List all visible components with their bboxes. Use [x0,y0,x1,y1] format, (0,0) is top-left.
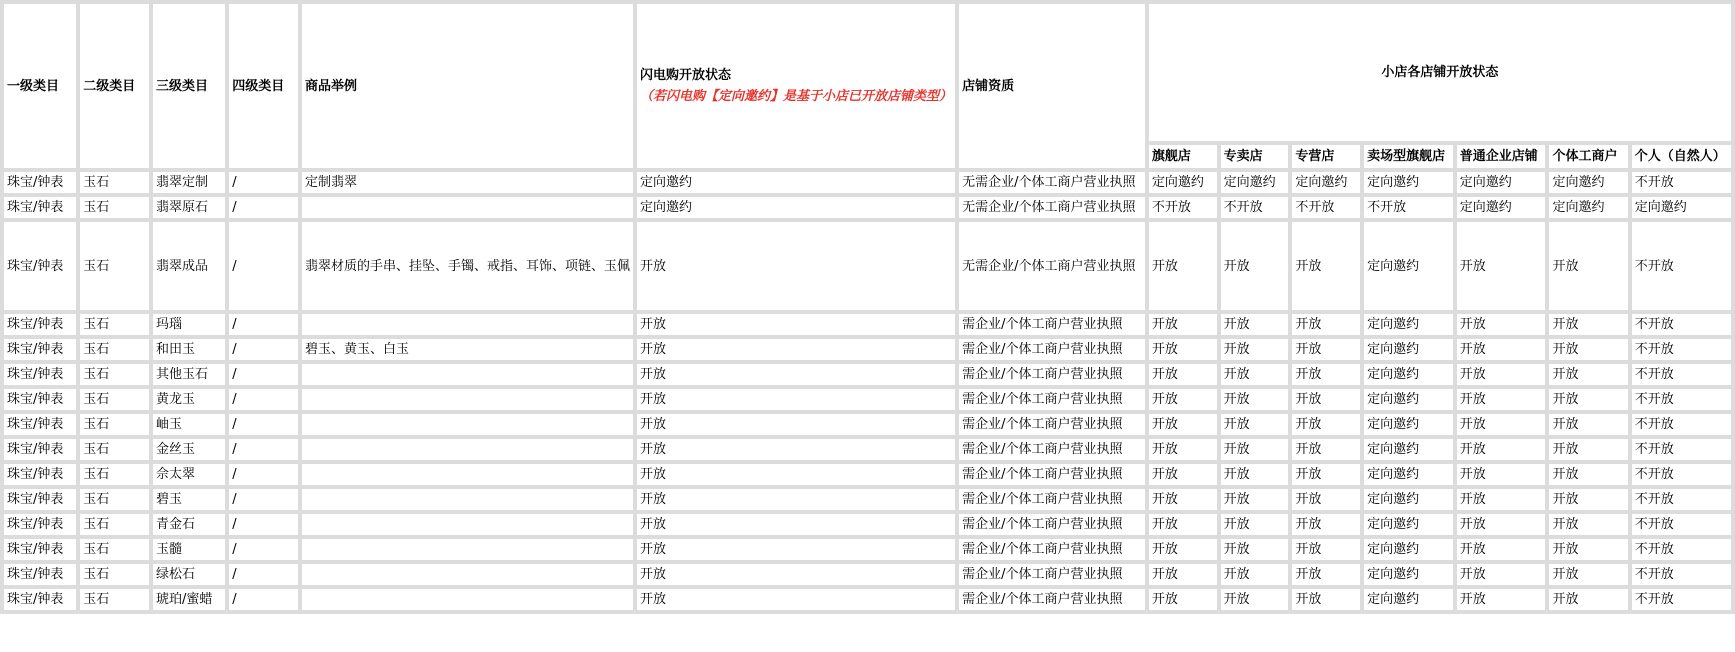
store-flagship-cell[interactable]: 开放 [1149,514,1217,535]
flash-status-cell[interactable]: 开放 [637,589,955,610]
level4-cell[interactable]: / [229,464,298,485]
example-cell[interactable] [302,589,633,610]
qualification-cell[interactable]: 无需企业/个体工商户营业执照 [959,197,1145,218]
store-flagship-cell[interactable]: 开放 [1149,539,1217,560]
qualification-cell[interactable]: 无需企业/个体工商户营业执照 [959,222,1145,310]
table-header [4,4,1731,168]
table-row [4,339,1731,360]
store-enterprise-cell[interactable]: 开放 [1457,564,1546,585]
flash-status-cell[interactable]: 开放 [637,489,955,510]
level3-cell[interactable]: 翡翠原石 [153,197,225,218]
level2-cell[interactable]: 玉石 [80,514,149,535]
store-individual-person-cell[interactable]: 不开放 [1632,464,1731,485]
store-specialty-cell[interactable]: 不开放 [1292,197,1360,218]
flash-status-cell[interactable]: 开放 [637,314,955,335]
example-cell[interactable] [302,414,633,435]
store-mall-flagship-cell[interactable]: 定向邀约 [1364,564,1453,585]
header-qualification[interactable]: 店铺资质 [959,4,1145,168]
store-specialty-cell[interactable]: 开放 [1292,589,1360,610]
store-exclusive-cell[interactable]: 定向邀约 [1221,172,1289,193]
level2-cell[interactable]: 玉石 [80,339,149,360]
level3-cell[interactable]: 翡翠成品 [153,222,225,310]
header-store-exclusive[interactable]: 专卖店 [1221,145,1289,168]
example-cell[interactable] [302,197,633,218]
header-level1[interactable]: 一级类目 [4,4,76,168]
store-individual-person-cell[interactable]: 不开放 [1632,564,1731,585]
qualification-cell[interactable]: 无需企业/个体工商户营业执照 [959,172,1145,193]
example-cell[interactable] [302,489,633,510]
store-specialty-cell[interactable]: 开放 [1292,439,1360,460]
level4-cell[interactable]: / [229,489,298,510]
header-example[interactable]: 商品举例 [302,4,633,168]
store-flagship-cell[interactable]: 开放 [1149,464,1217,485]
store-specialty-cell[interactable]: 开放 [1292,314,1360,335]
store-mall-flagship-cell[interactable]: 不开放 [1364,197,1453,218]
level3-cell[interactable]: 碧玉 [153,489,225,510]
level1-cell[interactable]: 珠宝/钟表 [4,222,76,310]
store-exclusive-cell[interactable]: 开放 [1221,364,1289,385]
example-cell[interactable] [302,389,633,410]
level1-cell[interactable]: 珠宝/钟表 [4,414,76,435]
store-enterprise-cell[interactable]: 开放 [1457,539,1546,560]
level1-cell[interactable]: 珠宝/钟表 [4,339,76,360]
store-individual-business-cell[interactable]: 开放 [1549,439,1627,460]
level4-cell[interactable]: / [229,389,298,410]
store-exclusive-cell[interactable]: 开放 [1221,314,1289,335]
level2-cell[interactable]: 玉石 [80,439,149,460]
store-flagship-cell[interactable]: 开放 [1149,564,1217,585]
store-mall-flagship-cell[interactable]: 定向邀约 [1364,539,1453,560]
table-row [4,172,1731,193]
level3-cell[interactable]: 翡翠定制 [153,172,225,193]
level1-cell[interactable]: 珠宝/钟表 [4,389,76,410]
store-exclusive-cell[interactable]: 开放 [1221,589,1289,610]
header-level2[interactable]: 二级类目 [80,4,149,168]
store-exclusive-cell[interactable]: 开放 [1221,489,1289,510]
store-individual-business-cell[interactable]: 开放 [1549,489,1627,510]
level1-cell[interactable]: 珠宝/钟表 [4,464,76,485]
qualification-cell[interactable]: 需企业/个体工商户营业执照 [959,339,1145,360]
store-exclusive-cell[interactable]: 不开放 [1221,197,1289,218]
store-enterprise-cell[interactable]: 定向邀约 [1457,197,1546,218]
store-individual-business-cell[interactable]: 开放 [1549,414,1627,435]
qualification-cell[interactable]: 需企业/个体工商户营业执照 [959,539,1145,560]
store-enterprise-cell[interactable]: 开放 [1457,514,1546,535]
store-mall-flagship-cell[interactable]: 定向邀约 [1364,414,1453,435]
store-specialty-cell[interactable]: 开放 [1292,364,1360,385]
store-enterprise-cell[interactable]: 开放 [1457,489,1546,510]
example-cell[interactable]: 翡翠材质的手串、挂坠、手镯、戒指、耳饰、项链、玉佩 [302,222,633,310]
store-mall-flagship-cell[interactable]: 定向邀约 [1364,589,1453,610]
table-row [4,439,1731,460]
store-flagship-cell[interactable]: 开放 [1149,414,1217,435]
level4-cell[interactable]: / [229,172,298,193]
header-level4[interactable]: 四级类目 [229,4,298,168]
store-flagship-cell[interactable]: 开放 [1149,439,1217,460]
store-flagship-cell[interactable]: 开放 [1149,314,1217,335]
level3-cell[interactable]: 玉髓 [153,539,225,560]
level3-cell[interactable]: 黄龙玉 [153,389,225,410]
store-exclusive-cell[interactable]: 开放 [1221,439,1289,460]
flash-status-cell[interactable]: 开放 [637,339,955,360]
store-flagship-cell[interactable]: 开放 [1149,339,1217,360]
store-individual-business-cell[interactable]: 开放 [1549,539,1627,560]
level4-cell[interactable]: / [229,414,298,435]
qualification-cell[interactable]: 需企业/个体工商户营业执照 [959,489,1145,510]
header-store-group[interactable]: 小店各店铺开放状态 [1149,4,1731,141]
flash-status-note: （若闪电购【定向邀约】是基于小店已开放店铺类型） [640,89,953,104]
flash-status-cell[interactable]: 开放 [637,364,955,385]
example-cell[interactable] [302,464,633,485]
level3-cell[interactable]: 其他玉石 [153,364,225,385]
level1-cell[interactable]: 珠宝/钟表 [4,314,76,335]
flash-status-cell[interactable]: 开放 [637,564,955,585]
store-specialty-cell[interactable]: 开放 [1292,414,1360,435]
store-enterprise-cell[interactable]: 开放 [1457,222,1546,310]
store-specialty-cell[interactable]: 开放 [1292,539,1360,560]
table-row [4,222,1731,310]
level2-cell[interactable]: 玉石 [80,314,149,335]
example-cell[interactable]: 碧玉、黄玉、白玉 [302,339,633,360]
store-individual-business-cell[interactable]: 开放 [1549,222,1627,310]
store-individual-business-cell[interactable]: 开放 [1549,339,1627,360]
level3-cell[interactable]: 琥珀/蜜蜡 [153,589,225,610]
example-cell[interactable] [302,514,633,535]
store-enterprise-cell[interactable]: 定向邀约 [1457,172,1546,193]
flash-status-cell[interactable]: 开放 [637,464,955,485]
store-flagship-cell[interactable]: 开放 [1149,489,1217,510]
level4-cell[interactable]: / [229,314,298,335]
header-store-specialty[interactable]: 专营店 [1292,145,1360,168]
table-row [4,389,1731,410]
store-individual-business-cell[interactable]: 开放 [1549,514,1627,535]
level2-cell[interactable]: 玉石 [80,564,149,585]
store-enterprise-cell[interactable]: 开放 [1457,414,1546,435]
store-individual-business-cell[interactable]: 定向邀约 [1549,197,1627,218]
level1-cell[interactable]: 珠宝/钟表 [4,514,76,535]
flash-status-cell[interactable]: 开放 [637,389,955,410]
example-cell[interactable] [302,439,633,460]
qualification-cell[interactable]: 需企业/个体工商户营业执照 [959,589,1145,610]
level2-cell[interactable]: 玉石 [80,389,149,410]
table-row [4,489,1731,510]
store-mall-flagship-cell[interactable]: 定向邀约 [1364,172,1453,193]
example-cell[interactable] [302,564,633,585]
flash-status-cell[interactable]: 开放 [637,539,955,560]
store-individual-business-cell[interactable]: 开放 [1549,364,1627,385]
level2-cell[interactable]: 玉石 [80,539,149,560]
store-enterprise-cell[interactable]: 开放 [1457,439,1546,460]
level2-cell[interactable]: 玉石 [80,172,149,193]
example-cell[interactable] [302,364,633,385]
level2-cell[interactable]: 玉石 [80,364,149,385]
store-individual-person-cell[interactable]: 不开放 [1632,222,1731,310]
store-mall-flagship-cell[interactable]: 定向邀约 [1364,222,1453,310]
flash-status-cell[interactable]: 开放 [637,414,955,435]
store-mall-flagship-cell[interactable]: 定向邀约 [1364,489,1453,510]
level4-cell[interactable]: / [229,564,298,585]
store-exclusive-cell[interactable]: 开放 [1221,339,1289,360]
level4-cell[interactable]: / [229,339,298,360]
qualification-cell[interactable]: 需企业/个体工商户营业执照 [959,439,1145,460]
store-enterprise-cell[interactable]: 开放 [1457,464,1546,485]
store-individual-person-cell[interactable]: 不开放 [1632,364,1731,385]
qualification-cell[interactable]: 需企业/个体工商户营业执照 [959,364,1145,385]
store-individual-person-cell[interactable]: 不开放 [1632,489,1731,510]
store-individual-person-cell[interactable]: 不开放 [1632,389,1731,410]
store-exclusive-cell[interactable]: 开放 [1221,222,1289,310]
qualification-cell[interactable]: 需企业/个体工商户营业执照 [959,314,1145,335]
store-flagship-cell[interactable]: 开放 [1149,222,1217,310]
level3-cell[interactable]: 绿松石 [153,564,225,585]
store-specialty-cell[interactable]: 开放 [1292,489,1360,510]
level1-cell[interactable]: 珠宝/钟表 [4,439,76,460]
level1-cell[interactable]: 珠宝/钟表 [4,589,76,610]
level2-cell[interactable]: 玉石 [80,222,149,310]
table-row [4,414,1731,435]
level4-cell[interactable]: / [229,197,298,218]
store-individual-person-cell[interactable]: 不开放 [1632,539,1731,560]
table-row [4,589,1731,610]
store-mall-flagship-cell[interactable]: 定向邀约 [1364,439,1453,460]
store-exclusive-cell[interactable]: 开放 [1221,414,1289,435]
store-individual-business-cell[interactable]: 开放 [1549,589,1627,610]
level2-cell[interactable]: 玉石 [80,589,149,610]
level4-cell[interactable]: / [229,222,298,310]
level4-cell[interactable]: / [229,539,298,560]
qualification-cell[interactable]: 需企业/个体工商户营业执照 [959,514,1145,535]
store-mall-flagship-cell[interactable]: 定向邀约 [1364,464,1453,485]
header-store-individual-person[interactable]: 个人（自然人） [1632,145,1731,168]
table-row [4,314,1731,335]
store-individual-person-cell[interactable]: 不开放 [1632,414,1731,435]
store-flagship-cell[interactable]: 定向邀约 [1149,172,1217,193]
level2-cell[interactable]: 玉石 [80,464,149,485]
level3-cell[interactable]: 佘太翠 [153,464,225,485]
store-specialty-cell[interactable]: 开放 [1292,339,1360,360]
store-enterprise-cell[interactable]: 开放 [1457,364,1546,385]
qualification-cell[interactable]: 需企业/个体工商户营业执照 [959,564,1145,585]
store-flagship-cell[interactable]: 开放 [1149,389,1217,410]
level4-cell[interactable]: / [229,514,298,535]
store-individual-person-cell[interactable]: 定向邀约 [1632,197,1731,218]
store-flagship-cell[interactable]: 不开放 [1149,197,1217,218]
level2-cell[interactable]: 玉石 [80,197,149,218]
store-flagship-cell[interactable]: 开放 [1149,364,1217,385]
store-specialty-cell[interactable]: 开放 [1292,389,1360,410]
header-flash-status[interactable] [637,4,955,168]
store-mall-flagship-cell[interactable]: 定向邀约 [1364,339,1453,360]
level3-cell[interactable]: 青金石 [153,514,225,535]
flash-status-title: 闪电购开放状态 [640,68,732,83]
header-store-enterprise[interactable]: 普通企业店铺 [1457,145,1546,168]
flash-status-cell[interactable]: 定向邀约 [637,197,955,218]
level3-cell[interactable]: 金丝玉 [153,439,225,460]
level1-cell[interactable]: 珠宝/钟表 [4,539,76,560]
level2-cell[interactable]: 玉石 [80,489,149,510]
example-cell[interactable] [302,314,633,335]
store-exclusive-cell[interactable]: 开放 [1221,389,1289,410]
store-individual-business-cell[interactable]: 开放 [1549,564,1627,585]
qualification-cell[interactable]: 需企业/个体工商户营业执照 [959,414,1145,435]
store-individual-person-cell[interactable]: 不开放 [1632,439,1731,460]
header-store-mall-flagship[interactable]: 卖场型旗舰店 [1364,145,1453,168]
flash-status-cell[interactable]: 定向邀约 [637,172,955,193]
store-enterprise-cell[interactable]: 开放 [1457,314,1546,335]
store-enterprise-cell[interactable]: 开放 [1457,339,1546,360]
store-exclusive-cell[interactable]: 开放 [1221,464,1289,485]
level4-cell[interactable]: / [229,439,298,460]
header-store-individual-business[interactable]: 个体工商户 [1549,145,1627,168]
store-specialty-cell[interactable]: 定向邀约 [1292,172,1360,193]
table-row [4,539,1731,560]
store-mall-flagship-cell[interactable]: 定向邀约 [1364,514,1453,535]
level1-cell[interactable]: 珠宝/钟表 [4,489,76,510]
header-store-flagship[interactable]: 旗舰店 [1149,145,1217,168]
store-individual-person-cell[interactable]: 不开放 [1632,172,1731,193]
store-flagship-cell[interactable]: 开放 [1149,589,1217,610]
level1-cell[interactable]: 珠宝/钟表 [4,172,76,193]
level1-cell[interactable]: 珠宝/钟表 [4,364,76,385]
level3-cell[interactable]: 和田玉 [153,339,225,360]
level4-cell[interactable]: / [229,589,298,610]
level3-cell[interactable]: 岫玉 [153,414,225,435]
store-specialty-cell[interactable]: 开放 [1292,564,1360,585]
store-exclusive-cell[interactable]: 开放 [1221,514,1289,535]
table-body [4,172,1731,610]
store-individual-business-cell[interactable]: 开放 [1549,464,1627,485]
store-specialty-cell[interactable]: 开放 [1292,464,1360,485]
store-enterprise-cell[interactable]: 开放 [1457,389,1546,410]
level2-cell[interactable]: 玉石 [80,414,149,435]
flash-status-cell[interactable]: 开放 [637,222,955,310]
qualification-cell[interactable]: 需企业/个体工商户营业执照 [959,464,1145,485]
store-specialty-cell[interactable]: 开放 [1292,222,1360,310]
flash-status-cell[interactable]: 开放 [637,439,955,460]
store-exclusive-cell[interactable]: 开放 [1221,564,1289,585]
store-mall-flagship-cell[interactable]: 定向邀约 [1364,364,1453,385]
example-cell[interactable] [302,539,633,560]
table-row [4,364,1731,385]
level4-cell[interactable]: / [229,364,298,385]
store-individual-business-cell[interactable]: 开放 [1549,314,1627,335]
example-cell[interactable]: 定制翡翠 [302,172,633,193]
store-individual-person-cell[interactable]: 不开放 [1632,589,1731,610]
table-row [4,564,1731,585]
store-mall-flagship-cell[interactable]: 定向邀约 [1364,389,1453,410]
table-row [4,197,1731,218]
store-individual-business-cell[interactable]: 开放 [1549,389,1627,410]
store-individual-person-cell[interactable]: 不开放 [1632,514,1731,535]
store-individual-person-cell[interactable]: 不开放 [1632,339,1731,360]
table-row [4,464,1731,485]
level1-cell[interactable]: 珠宝/钟表 [4,564,76,585]
flash-status-cell[interactable]: 开放 [637,514,955,535]
qualification-cell[interactable]: 需企业/个体工商户营业执照 [959,389,1145,410]
store-individual-business-cell[interactable]: 定向邀约 [1549,172,1627,193]
store-enterprise-cell[interactable]: 开放 [1457,589,1546,610]
table-row [4,514,1731,535]
header-level3[interactable]: 三级类目 [153,4,225,168]
store-mall-flagship-cell[interactable]: 定向邀约 [1364,314,1453,335]
store-exclusive-cell[interactable]: 开放 [1221,539,1289,560]
store-specialty-cell[interactable]: 开放 [1292,514,1360,535]
store-individual-person-cell[interactable]: 不开放 [1632,314,1731,335]
level3-cell[interactable]: 玛瑙 [153,314,225,335]
level1-cell[interactable]: 珠宝/钟表 [4,197,76,218]
